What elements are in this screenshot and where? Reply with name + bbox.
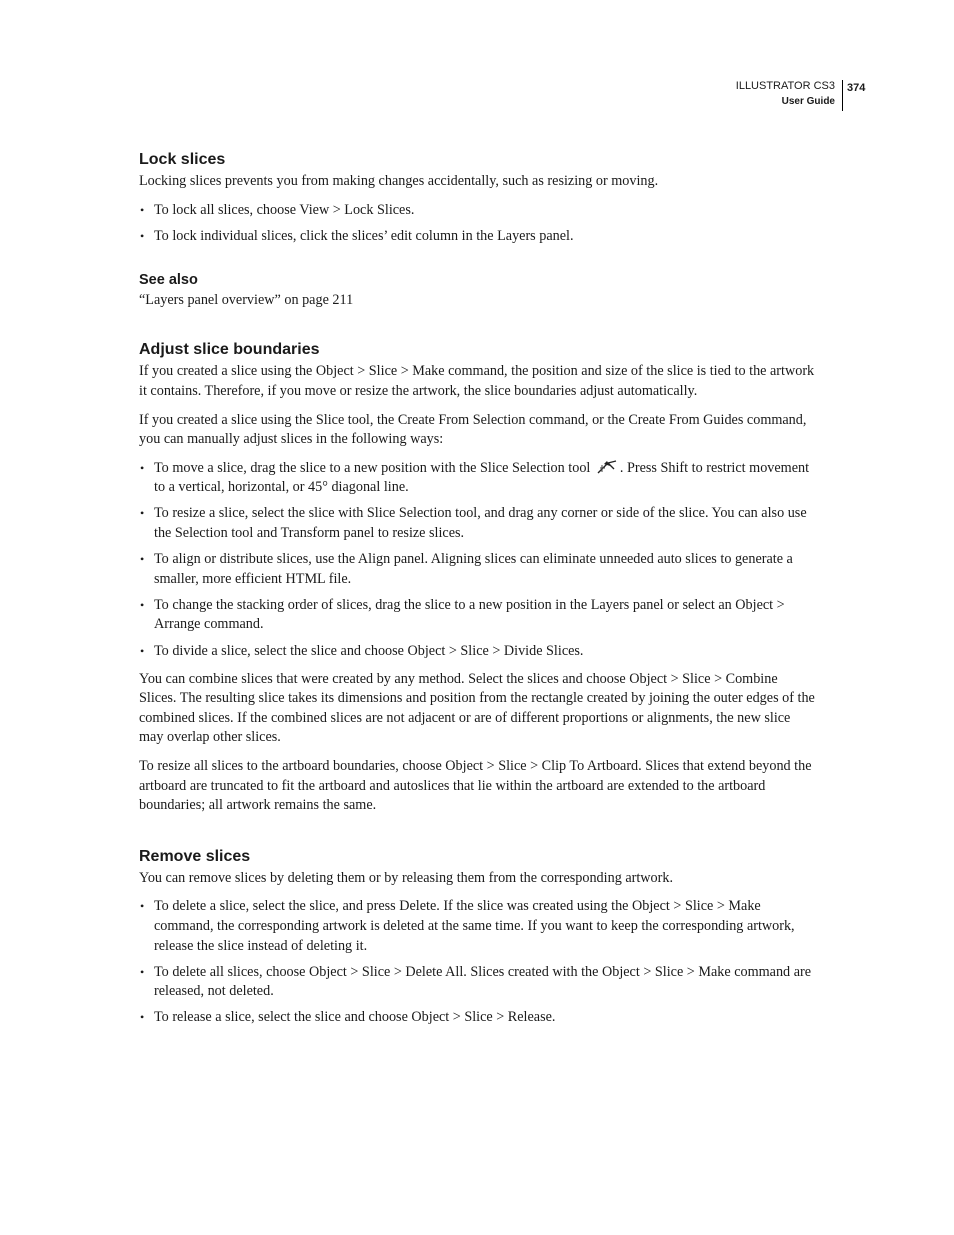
list-item [139, 459, 815, 498]
product-name: ILLUSTRATOR CS3 [735, 80, 835, 92]
lock-intro: Locking slices prevents you from making changes accidentally, such as resizing or moving. [139, 173, 659, 189]
adjust-para-3: You can combine slices that were created by any method. Select the slices and choose Object > Slice > Combine Slices. The resulting slice takes its dimensions and position from the rectangle created by joining the outer edges of the combined slices. If the combined slices are not adjacent or are of different proportions or alignments, the new slice may overlap other slices. [139, 670, 815, 746]
remove-bullet-list [139, 897, 815, 1028]
running-header [735, 78, 866, 110]
adjust-bullet-list [139, 459, 815, 661]
header-divider [842, 80, 866, 111]
page-content [139, 148, 815, 1034]
list-item: • To release a slice, select the slice and choose Object > Slice > Release. [139, 1008, 815, 1028]
page-number: 374 [847, 82, 866, 94]
list-item: • To delete all slices, choose Object > Slice > Delete All. Slices created with the Object > Slice > Make command are released, not deleted. [139, 963, 815, 1002]
see-also-link[interactable]: “Layers panel overview” on page 211 [139, 291, 354, 308]
remove-intro: You can remove slices by deleting them or by releasing them from the corresponding artwork. [139, 869, 673, 886]
lock-bullet-list [139, 201, 815, 247]
adjust-para-1: If you created a slice using the Object > Slice > Make command, the position and size of the slice is tied to the artwork it contains. Therefore, if you move or resize the artwork, the slice boundaries adjust automatically. [139, 363, 815, 399]
bullet-text-before-icon: To move a slice, drag the slice to a new position with the Slice Selection tool [154, 459, 591, 476]
bullet-text-after-icon: . Press Shift to restrict movement to a vertical, horizontal, or 45° diagonal line. [154, 459, 810, 496]
list-item: • To delete a slice, select the slice, and press Delete. If the slice was created using the Object > Slice > Make command, the corresponding artwork is deleted at the same time. If you want to keep the corresponding artwork, release the slice instead of deleting it. [139, 897, 815, 956]
list-item: • To resize a slice, select the slice with Slice Selection tool, and drag any corner or side of the slice. You can also use the Selection tool and Transform panel to resize slices. [139, 504, 815, 543]
list-item: • To change the stacking order of slices, drag the slice to a new position in the Layers panel or select an Object > Arrange command. [139, 596, 815, 635]
list-item: • To lock individual slices, click the slices’ edit column in the Layers panel. [139, 227, 815, 247]
guide-name: User Guide [781, 96, 835, 107]
heading-adjust-slice-boundaries: Adjust slice boundaries [139, 341, 320, 359]
list-item: • To divide a slice, select the slice and choose Object > Slice > Divide Slices. [139, 642, 815, 662]
heading-see-also: See also [139, 271, 198, 288]
slice-selection-tool-icon [596, 460, 618, 475]
adjust-para-2: If you created a slice using the Slice tool, the Create From Selection command, or the Create From Guides command, you can manually adjust slices in the following ways: [139, 411, 807, 448]
adjust-para-4: To resize all slices to the artboard boundaries, choose Object > Slice > Clip To Artboard. Slices that extend beyond the artboard are truncated to fit the artboard and autoslices that lie within the artboard are extended to the artboard boundaries; all artwork remains the same. [139, 757, 812, 814]
heading-lock-slices: Lock slices [139, 151, 226, 168]
heading-remove-slices: Remove slices [139, 847, 251, 865]
list-item: • To align or distribute slices, use the Align panel. Aligning slices can eliminate unneeded auto slices to generate a smaller, more efficient HTML file. [139, 550, 815, 589]
list-item: • To lock all slices, choose View > Lock Slices. [139, 201, 815, 221]
